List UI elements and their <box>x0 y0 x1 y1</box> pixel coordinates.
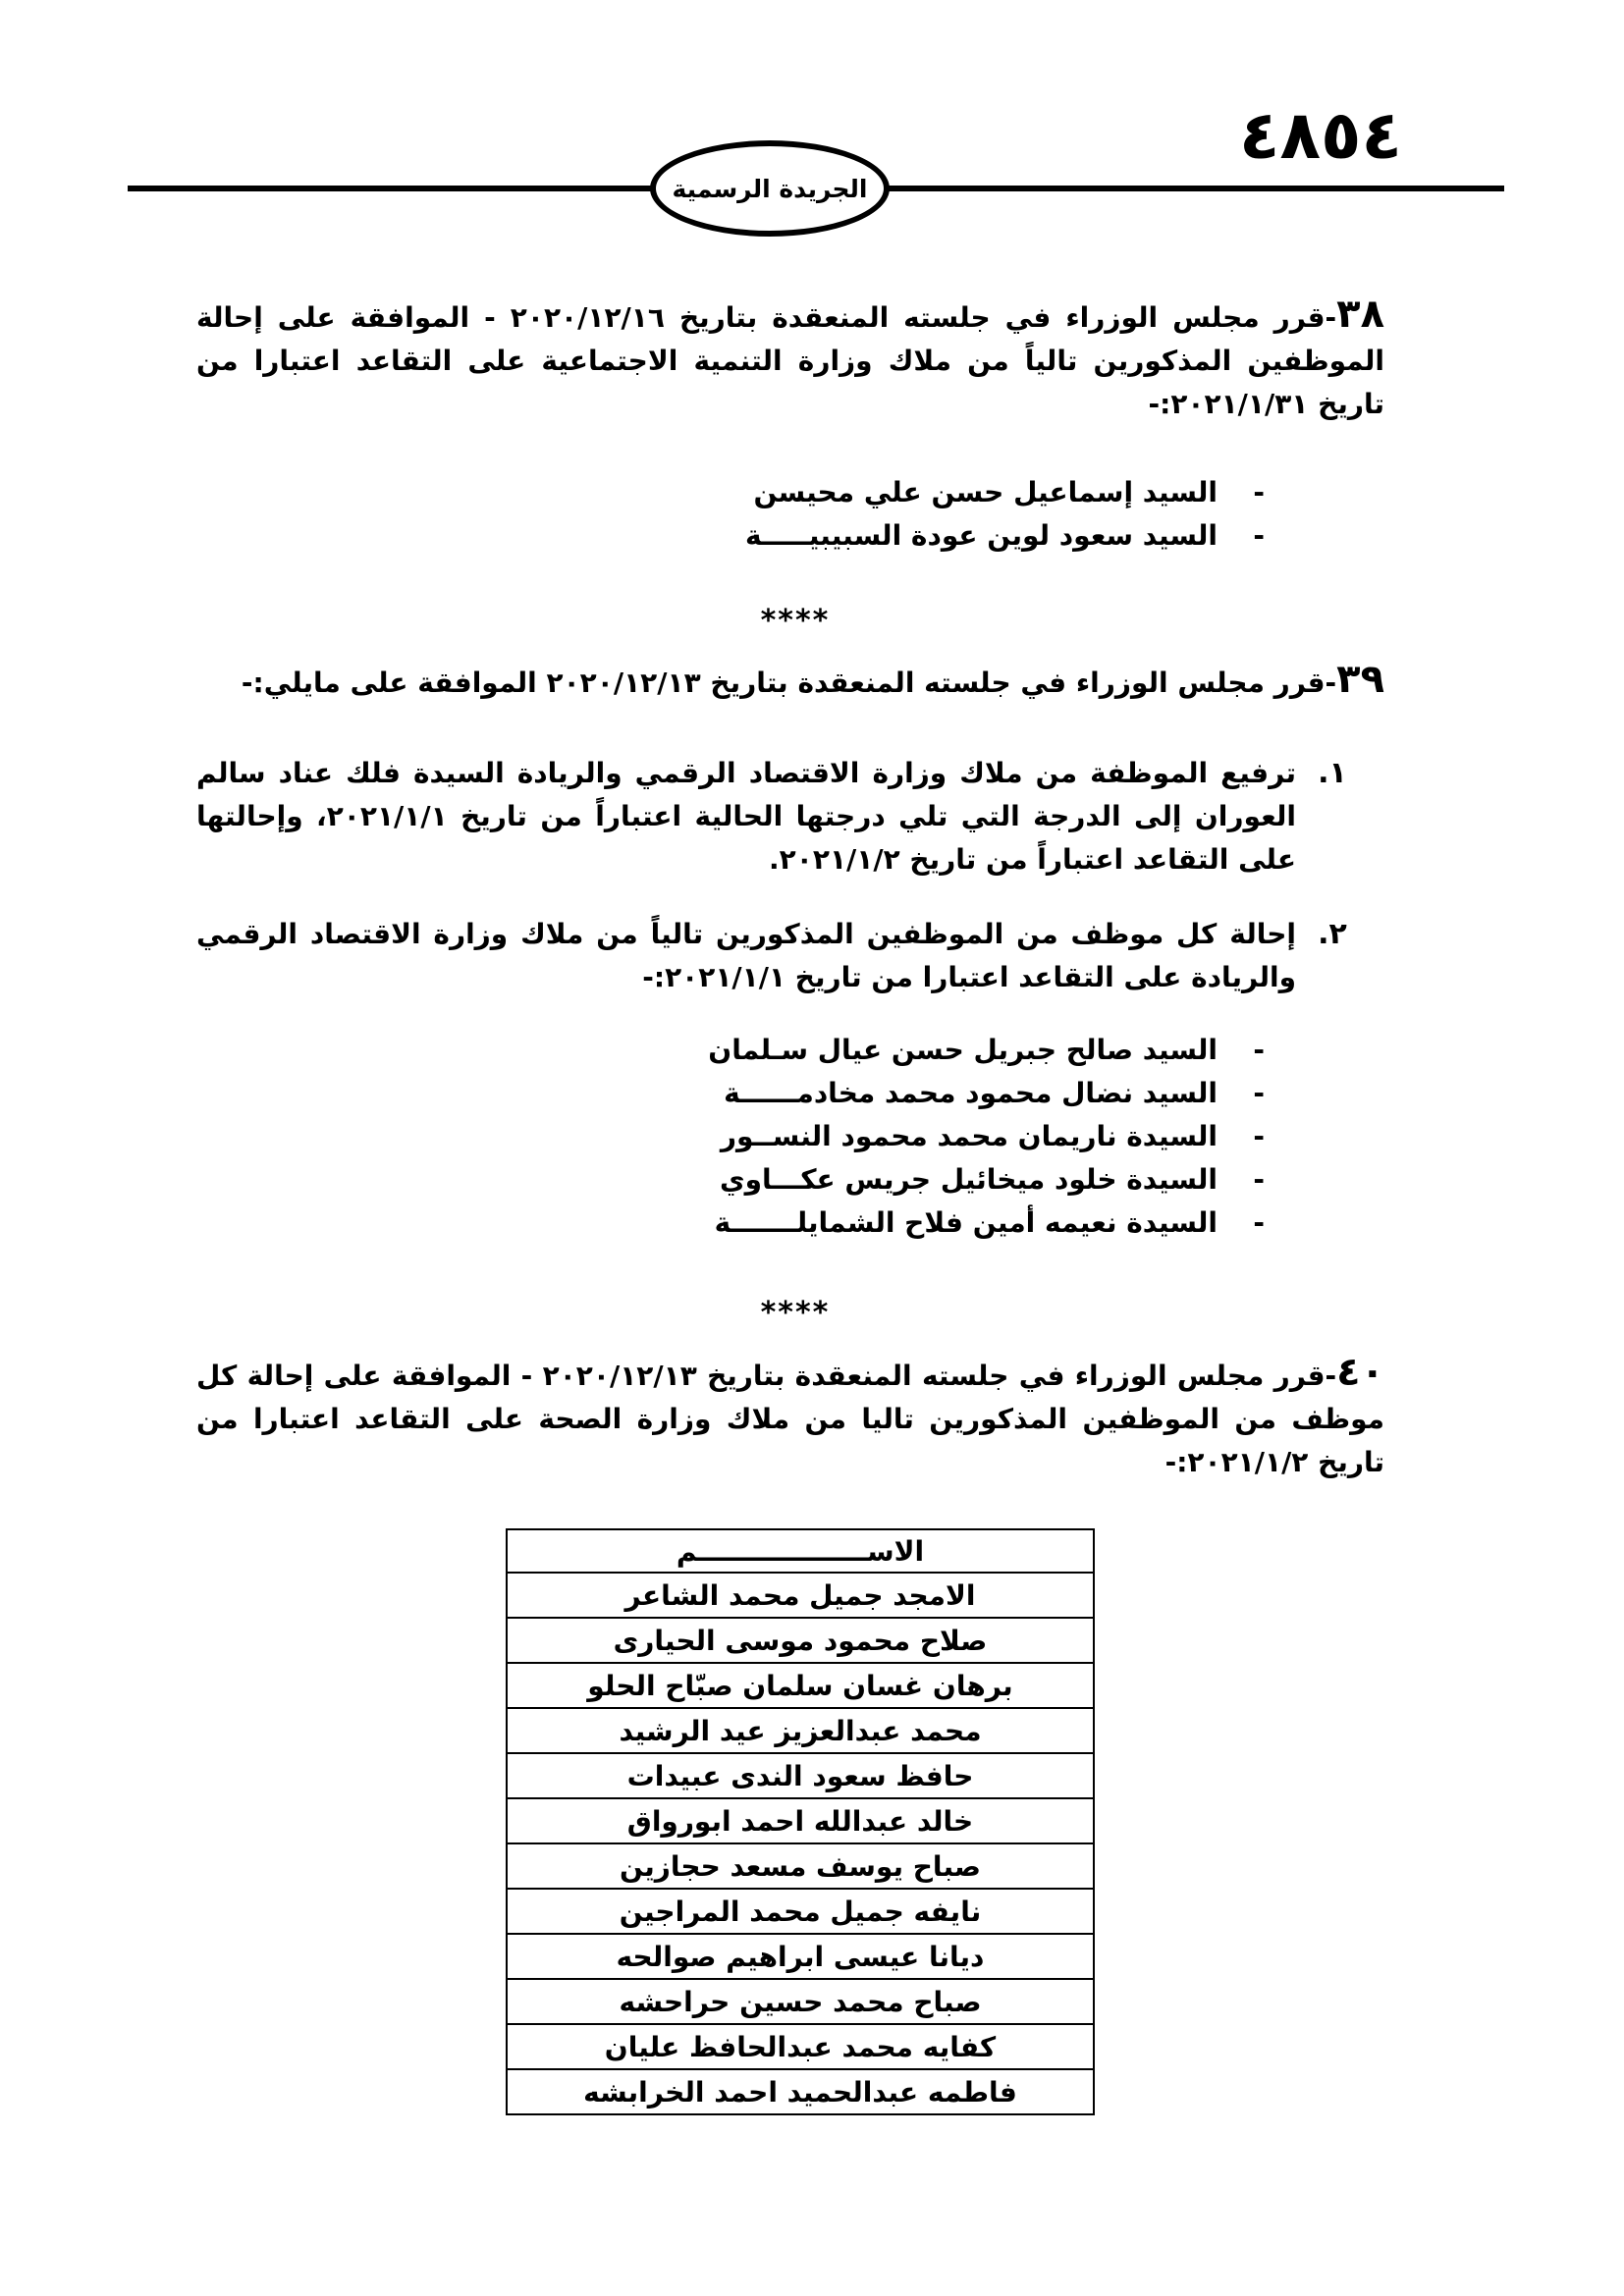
table-row <box>507 1708 1094 1753</box>
decision-text: -قرر مجلس الوزراء في جلسته المنعقدة بتاريخ ٢٠٢٠/١٢/١٣ الموافقة على مايلي:- <box>241 667 1337 699</box>
table-header-cell: الاســــــــــــــــــم <box>507 1529 1094 1573</box>
item-text: إحالة كل موظف من الموظفين المذكورين تالياً من ملاك وزارة الاقتصاد الرقمي والريادة على التقاعد اعتبارا من تاريخ ٢٠٢١/١/١:- <box>196 918 1296 993</box>
page-number: ٤٨٥٤ <box>1238 97 1402 175</box>
person-name: السيد صالح جبريل حسن عيال سـلمان <box>708 1034 1218 1066</box>
decision-number: ٣٩ <box>1336 657 1384 702</box>
decision-number: ٤٠ <box>1336 1350 1384 1395</box>
section-separator: **** <box>760 1296 831 1330</box>
person-name: السيدة خلود ميخائيل جريس عكـــاوي <box>719 1163 1218 1196</box>
dash-bullet: - <box>1253 1120 1265 1152</box>
list-item <box>745 471 1265 514</box>
table-cell: محمد عبدالعزيز عيد الرشيد <box>507 1708 1094 1753</box>
table-cell: خالد عبدالله احمد ابورواق <box>507 1798 1094 1843</box>
decision-text: -قرر مجلس الوزراء في جلسته المنعقدة بتاريخ ٢٠٢٠/١٢/١٣ - الموافقة على إحالة كل موظف من الموظفين المذكورين تاليا من ملاك وزارة الصحة على التقاعد اعتبارا من تاريخ ٢٠٢١/١/٢:- <box>196 1360 1384 1478</box>
list-item <box>708 1072 1265 1115</box>
table-row <box>507 1663 1094 1708</box>
decision-text: -قرر مجلس الوزراء في جلسته المنعقدة بتاريخ ٢٠٢٠/١٢/١٦ - الموافقة على إحالة الموظفين المذكورين تالياً من ملاك وزارة التنمية الاجتماعية على التقاعد اعتبارا من تاريخ ٢٠٢١/١/٣١:- <box>196 301 1384 420</box>
table-row <box>507 2069 1094 2114</box>
table-cell: صباح يوسف مسعد حجازين <box>507 1843 1094 1889</box>
table-cell: صباح محمد حسين حراحشه <box>507 1979 1094 2024</box>
publication-badge <box>650 140 890 237</box>
person-name: السيد نضال محمود محمد مخادمــــــة <box>724 1077 1218 1109</box>
table-cell: برهان غسان سلمان صبّاح الحلو <box>507 1663 1094 1708</box>
table-cell: كفايه محمد عبدالحافظ عليان <box>507 2024 1094 2069</box>
table-cell: فاطمه عبدالحميد احمد الخرابشه <box>507 2069 1094 2114</box>
person-name: السيدة ناريمان محمد محمود النســور <box>720 1120 1218 1152</box>
table-row <box>507 1618 1094 1663</box>
decision-number: ٣٨ <box>1336 292 1384 337</box>
table-row <box>507 1979 1094 2024</box>
dash-bullet: - <box>1253 1077 1265 1109</box>
list-item <box>708 1201 1265 1245</box>
section-separator: **** <box>760 604 831 638</box>
table-cell: نايفه جميل محمد المراجين <box>507 1889 1094 1934</box>
item-text: ترفيع الموظفة من ملاك وزارة الاقتصاد الرقمي والريادة السيدة فلك عناد سالم العوران إلى الدرجة التي تلي درجتها الحالية اعتباراً من تاريخ ٢٠٢١/١/١، وإحالتها على التقاعد اعتباراً من تاريخ ٢٠٢١/١/٢. <box>196 757 1296 876</box>
person-name: السيد سعود لوين عودة السبيبيـــــة <box>745 519 1218 552</box>
decision-39-item-2 <box>196 913 1347 999</box>
dash-bullet: - <box>1253 1206 1265 1239</box>
table-row <box>507 1889 1094 1934</box>
table-row <box>507 2024 1094 2069</box>
table-cell: حافظ سعود الندى عبيدات <box>507 1753 1094 1798</box>
table-row <box>507 1843 1094 1889</box>
dash-bullet: - <box>1253 1034 1265 1066</box>
decision-39 <box>196 658 1384 705</box>
person-name: السيد إسماعيل حسن علي محيسن <box>753 476 1218 508</box>
list-item <box>708 1115 1265 1158</box>
table-row <box>507 1798 1094 1843</box>
item-marker: ٢. <box>1318 917 1347 951</box>
table-cell: ديانا عيسى ابراهيم صوالحه <box>507 1934 1094 1979</box>
person-name: السيدة نعيمه أمين فلاح الشمايلـــــــة <box>714 1206 1218 1239</box>
table-row <box>507 1753 1094 1798</box>
decision-39-people <box>708 1029 1265 1245</box>
list-item <box>708 1029 1265 1072</box>
dash-bullet: - <box>1253 476 1265 508</box>
decision-39-item-1 <box>196 752 1347 881</box>
decision-38-people <box>745 471 1265 558</box>
retirees-table <box>506 1528 1095 2115</box>
list-item <box>745 514 1265 558</box>
table-cell: الامجد جميل محمد الشاعر <box>507 1573 1094 1618</box>
table-row <box>507 1934 1094 1979</box>
table-cell: صلاح محمود موسى الحيارى <box>507 1618 1094 1663</box>
table-header-row <box>507 1529 1094 1573</box>
dash-bullet: - <box>1253 519 1265 552</box>
list-item <box>708 1158 1265 1201</box>
publication-name: الجريدة الرسمية <box>672 174 868 203</box>
item-marker: ١. <box>1318 756 1347 790</box>
decision-40 <box>196 1351 1384 1484</box>
table-row <box>507 1573 1094 1618</box>
dash-bullet: - <box>1253 1163 1265 1196</box>
decision-38 <box>196 293 1384 426</box>
